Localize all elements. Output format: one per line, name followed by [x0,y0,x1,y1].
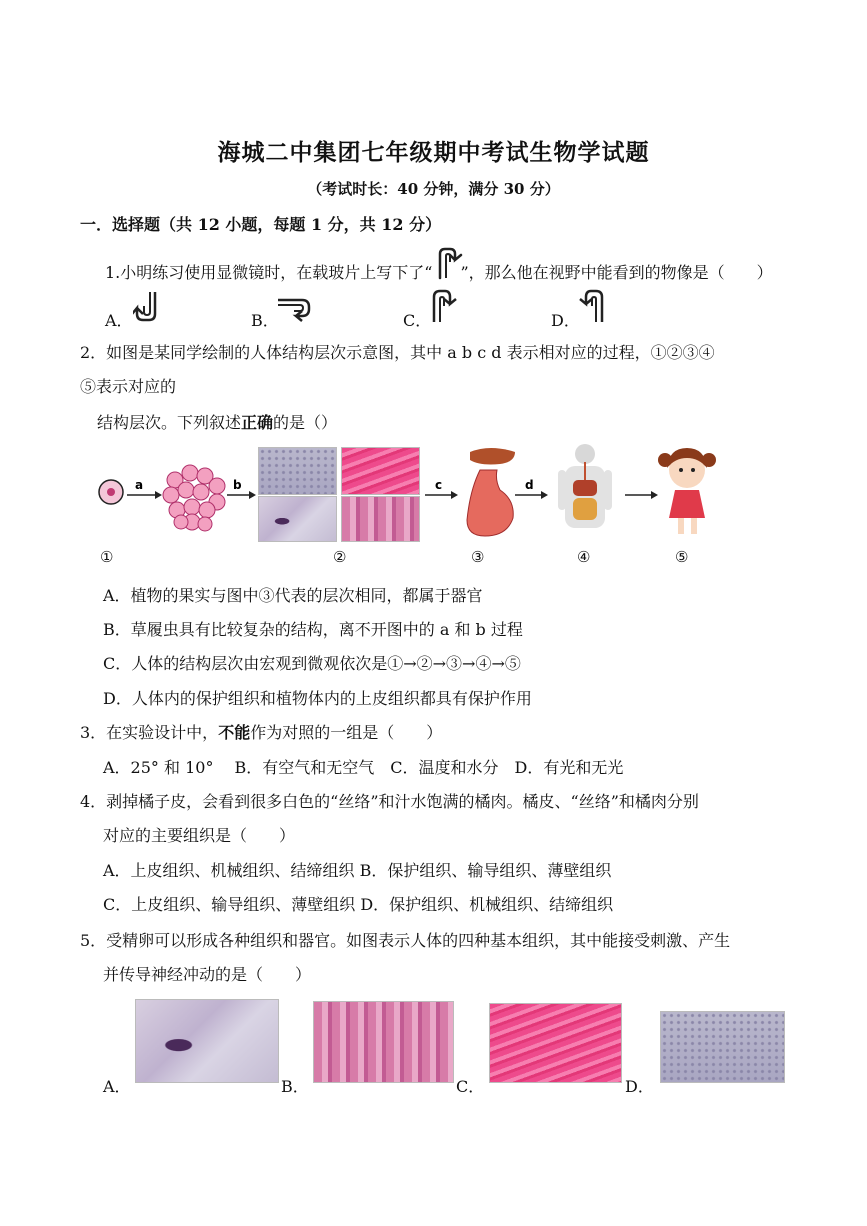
q5-option-c-label: C． [456,1077,485,1096]
q1-stem-start: 1.小明练习使用显微镜时，在载玻片上写下了“ [105,263,433,282]
q2-stem-line3-a: 结构层次。下列叙述 [97,413,242,432]
human-girl-icon [658,448,716,534]
section-heading: 一．选择题（共 12 小题，每题 1 分，共 12 分） [80,215,442,234]
q5-option-d-connective-tissue-image [660,1011,785,1083]
q4-options-ab: A．上皮组织、机械组织、结缔组织 B．保护组织、输导组织、薄壁组织 [103,861,612,880]
level-label-1: ① [100,548,114,566]
q2-option-b: B．草履虫具有比较复杂的结构，离不开图中的 a 和 b 过程 [103,620,523,639]
level-label-2: ② [333,548,347,566]
arrow-d-label: d [525,478,534,492]
q2-stem-line2: ⑤表示对应的 [80,377,177,396]
q1-option-a-icon [133,290,163,324]
q2-stem-line3-c: 的是（） [273,413,338,432]
q4-options-cd: C．上皮组织、输导组织、薄壁组织 D．保护组织、机械组织、结缔组织 [103,895,614,914]
q3-stem-a: 3．在实验设计中， [80,723,219,742]
q3-stem-emphasis: 不能 [218,723,251,742]
q2-stem-line3 [97,410,337,433]
q5-option-c-muscle-tissue-image [489,1003,622,1083]
q4-stem-line1: 4．剥掉橘子皮，会看到很多白色的“丝络”和汁水饱满的橘肉。橘皮、“丝络”和橘肉分别 [80,792,699,811]
q2-stem-emphasis: 正确 [241,413,274,432]
q1-option-a-label: A． [105,311,133,330]
level-label-3: ③ [471,548,485,566]
q1-option-c-icon [428,288,460,324]
level-label-4: ④ [577,548,591,566]
q5-option-b-epithelial-tissue-image [313,1001,454,1083]
diagram-nerve-tissue-image [258,496,337,542]
stomach-organ-icon [467,448,515,536]
arrow-c-label: c [435,478,443,492]
q4-stem-line2: 对应的主要组织是（ ） [103,826,296,845]
q5-stem-line2: 并传导神经冲动的是（ ） [103,965,312,984]
q2-option-d: D．人体内的保护组织和植物体内的上皮组织都具有保护作用 [103,689,532,708]
fertilized-egg-icon [99,480,123,504]
page-title: 海城二中集团七年级期中考试生物学试题 [217,139,650,166]
q3-options: A．25° 和 10° B．有空气和无空气 C．温度和水分 D．有光和无光 [103,758,624,777]
arrow-a-label: a [135,478,144,492]
q3-stem-c: 作为对照的一组是（ ） [250,723,443,742]
q2-option-a: A．植物的果实与图中③代表的层次相同，都属于器官 [103,586,483,605]
q1-option-b-icon [276,296,312,322]
q1-option-b-label: B． [251,311,279,330]
q5-stem-line1: 5．受精卵可以形成各种组织和器官。如图表示人体的四种基本组织，其中能接受刺激、产生 [80,931,731,950]
q5-option-a-nerve-tissue-image [135,999,279,1083]
level-label-5: ⑤ [675,548,689,566]
q5-option-a-label: A． [103,1077,131,1096]
handwritten-character-icon [434,246,466,280]
q1-option-c-label: C． [403,311,432,330]
diagram-connective-tissue-image [258,447,337,495]
q1-option-d-label: D． [551,311,580,330]
diagram-muscle-tissue-image [341,447,420,495]
cell-cluster-icon [163,465,225,531]
q3-stem [80,720,442,743]
q5-option-d-label: D． [625,1077,654,1096]
diagram-epithelial-tissue-image [341,496,420,542]
q2-option-c: C．人体的结构层次由宏观到微观依次是①→②→③→④→⑤ [103,654,521,673]
q1-option-d-icon [576,288,608,324]
q2-stem-line1: 2．如图是某同学绘制的人体结构层次示意图，其中 a b c d 表示相对应的过程，①②③④ [80,343,715,362]
q1-stem-end: ”，那么他在视野中能看到的物像是（ ） [460,263,773,282]
digestive-system-icon [558,444,612,528]
arrow-b-label: b [233,478,242,492]
page-subtitle: （考试时长：40 分钟，满分 30 分） [307,180,560,198]
q5-option-b-label: B． [281,1077,309,1096]
